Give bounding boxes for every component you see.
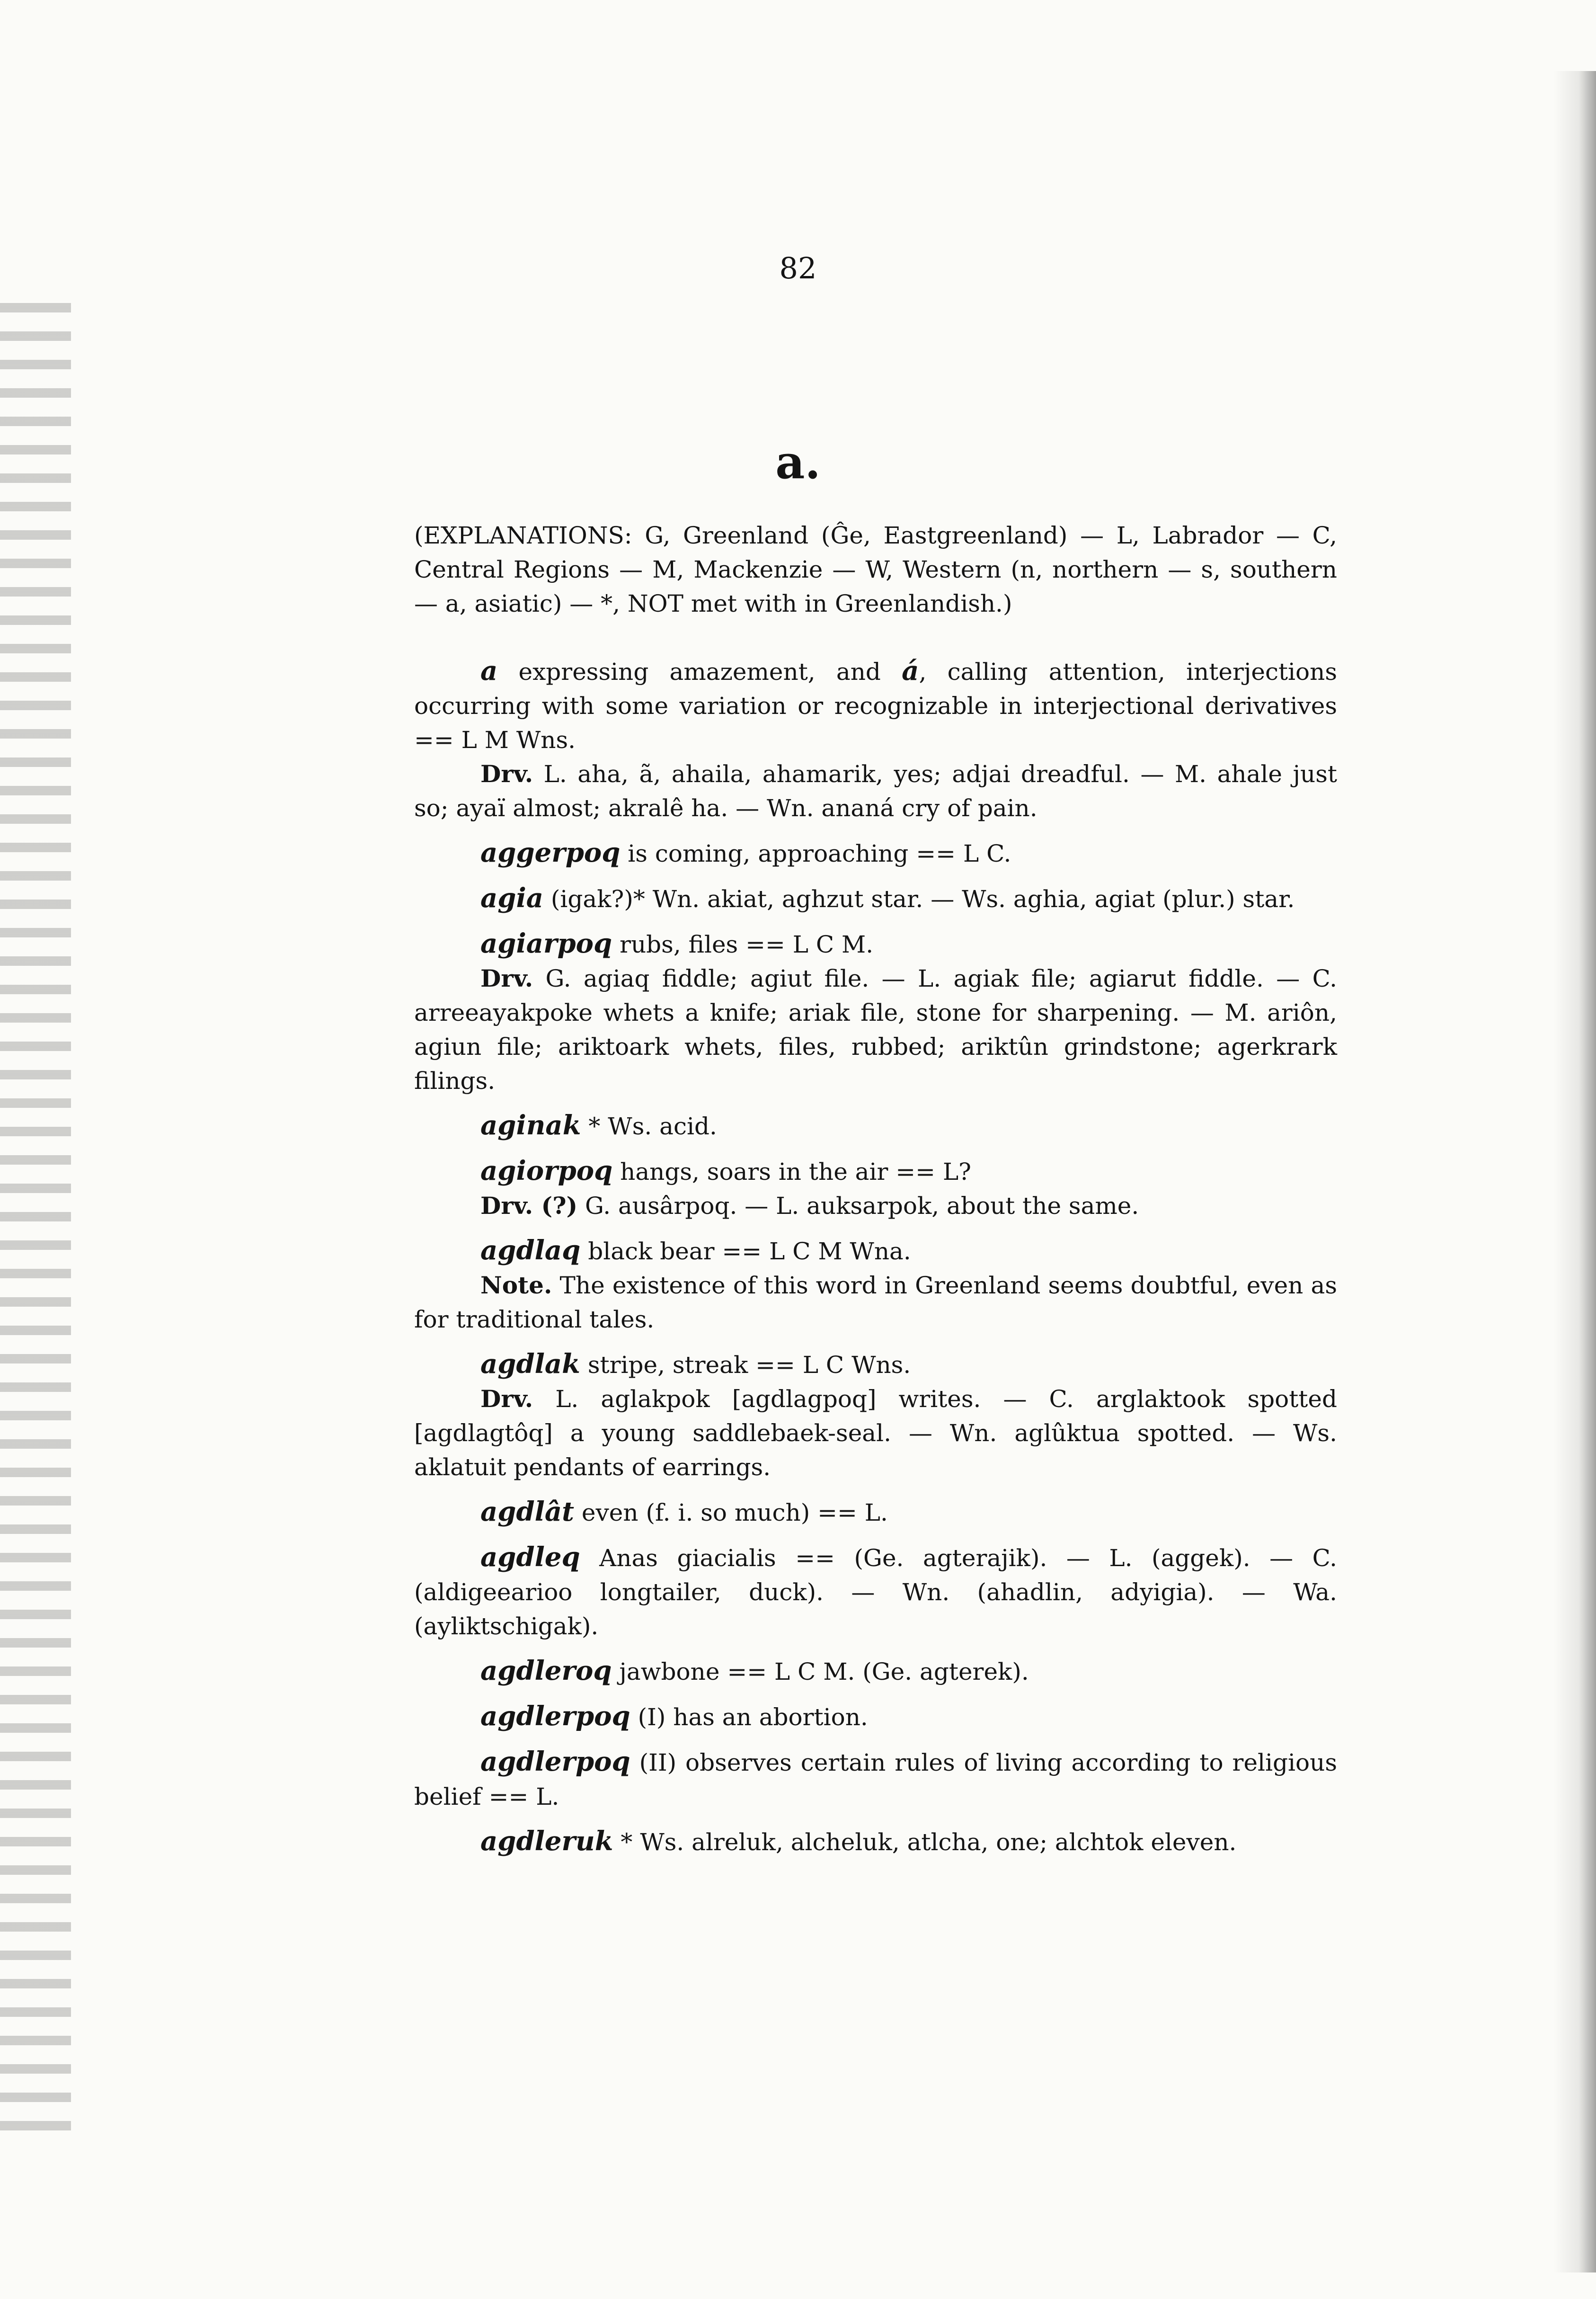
entry-headline: [414, 1154, 1337, 1189]
dictionary-body: [414, 518, 1337, 1870]
entry-derivation: [414, 757, 1337, 825]
entry-text: is coming, approaching == L C.: [620, 840, 1011, 867]
entry-text: Anas giacialis == (Ge. agterajik). — L. (aggek). — C. (aldigeearioo longtailer, duck). — Wn. (ahadlin, adyigia). — Wa. (ayliktschigak).: [414, 1544, 1337, 1640]
entry-headline: [414, 1654, 1337, 1689]
scan-right-edge-shadow: [1553, 71, 1596, 2272]
entry-headline: [414, 654, 1337, 757]
derivation-label: Drv. (?): [480, 1192, 578, 1220]
entry-derivation: [414, 962, 1337, 1098]
headword: agdleroq: [480, 1655, 612, 1686]
scan-left-margin-artifact: [0, 284, 71, 2130]
entry-text: stripe, streak == L C Wns.: [580, 1351, 911, 1379]
entry-headline: [414, 1233, 1337, 1268]
entry-text: rubs, files == L C M.: [612, 931, 874, 958]
entry-headline: [414, 1347, 1337, 1382]
dictionary-entry: [414, 1654, 1337, 1689]
entry-headline: [414, 836, 1337, 871]
entry-headline: [414, 1824, 1337, 1859]
dictionary-entry: [414, 1233, 1337, 1337]
entry-headline: [414, 881, 1337, 916]
entry-headline: [414, 1540, 1337, 1643]
entry-text: * Ws. alreluk, alcheluk, atlcha, one; alchtok eleven.: [613, 1828, 1237, 1856]
dictionary-entry: [414, 1347, 1337, 1484]
dictionary-entry: [414, 1108, 1337, 1143]
note-text: The existence of this word in Greenland seems doubtful, even as for traditional tales.: [414, 1272, 1337, 1333]
entry-headline: [414, 1495, 1337, 1530]
dictionary-entry: [414, 1154, 1337, 1223]
dictionary-entry: [414, 654, 1337, 825]
entry-text: expressing amazement, and: [497, 658, 902, 686]
headword: agdleq: [480, 1542, 580, 1573]
derivation-text: G. agiaq fiddle; agiut file. — L. agiak file; agiarut fiddle. — C. arreeayakpoke whets a knife; ariak file, stone for sharpening. — M. ariôn, agiun file; ariktoark whets, files, rubbed; ariktûn grindstone; agerkrark filings.: [414, 965, 1337, 1095]
entry-text: (I) has an abortion.: [630, 1703, 868, 1731]
derivation-text: L. aha, ã, ahaila, ahamarik, yes; adjai dreadful. — M. ahale just so; ayaï almost; akralê ha. — Wn. ananá cry of pain.: [414, 760, 1337, 822]
headword: agdlerpoq: [480, 1701, 630, 1732]
dictionary-entry: [414, 1745, 1337, 1814]
headword: agia: [480, 882, 543, 914]
dictionary-entry: [414, 1824, 1337, 1859]
entry-text: jawbone == L C M. (Ge. agterek).: [612, 1658, 1029, 1685]
derivation-label: Drv.: [480, 1385, 533, 1413]
headword: agiarpoq: [480, 928, 612, 959]
headword: agdlât: [480, 1496, 575, 1527]
dictionary-entry: [414, 1699, 1337, 1734]
headword: agdlaq: [480, 1235, 581, 1266]
headword: á: [902, 655, 919, 686]
entry-note: [414, 1268, 1337, 1337]
headword: agdlak: [480, 1348, 580, 1380]
derivation-label: Drv.: [480, 760, 533, 788]
entry-text: , calling attention, interjections occurring with some variation or recognizable in interjectional derivatives == L M Wns.: [414, 658, 1337, 754]
entry-text: (II) observes certain rules of living according to religious belief == L.: [414, 1749, 1337, 1810]
page-number: 82: [779, 251, 817, 285]
headword: a: [480, 655, 498, 686]
headword: aginak: [480, 1110, 581, 1141]
dictionary-entry: [414, 1495, 1337, 1530]
entry-headline: [414, 927, 1337, 962]
explanations-paragraph: (EXPLANATIONS: G, Greenland (Ĝe, Eastgreenland) — L, Labrador — C, Central Regions — M, Mackenzie — W, Western (n, northern — s, southern — a, asiatic) — *, NOT met with in Greenlandish.): [414, 522, 1337, 617]
headword: aggerpoq: [480, 837, 621, 868]
entry-headline: [414, 1108, 1337, 1143]
dictionary-entry: [414, 881, 1337, 916]
entry-headline: [414, 1745, 1337, 1814]
headword: agdleruk: [480, 1826, 613, 1857]
entry-derivation: [414, 1189, 1337, 1223]
entry-derivation: [414, 1382, 1337, 1484]
derivation-label: Drv.: [480, 964, 533, 992]
derivation-text: G. ausârpoq. — L. auksarpok, about the same.: [577, 1192, 1139, 1220]
entry-headline: [414, 1699, 1337, 1734]
entry-text: black bear == L C M Wna.: [580, 1238, 911, 1265]
entry-text: hangs, soars in the air == L?: [612, 1158, 971, 1185]
dictionary-entry: [414, 1540, 1337, 1643]
entry-text: (igak?)* Wn. akiat, aghzut star. — Ws. aghia, agiat (plur.) star.: [543, 885, 1295, 913]
entry-text: * Ws. acid.: [581, 1113, 717, 1140]
headword: agiorpoq: [480, 1155, 613, 1186]
entry-text: even (f. i. so much) == L.: [574, 1499, 888, 1526]
section-letter: a.: [775, 436, 821, 489]
derivation-text: L. aglakpok [agdlagpoq] writes. — C. arglaktook spotted [agdlagtôq] a young saddlebaek-seal. — Wn. aglûktua spotted. — Ws. aklatuit pendants of earrings.: [414, 1385, 1337, 1481]
dictionary-entry: [414, 836, 1337, 871]
note-label: Note.: [480, 1271, 552, 1299]
dictionary-entry: [414, 927, 1337, 1098]
headword: agdlerpoq: [480, 1746, 630, 1777]
